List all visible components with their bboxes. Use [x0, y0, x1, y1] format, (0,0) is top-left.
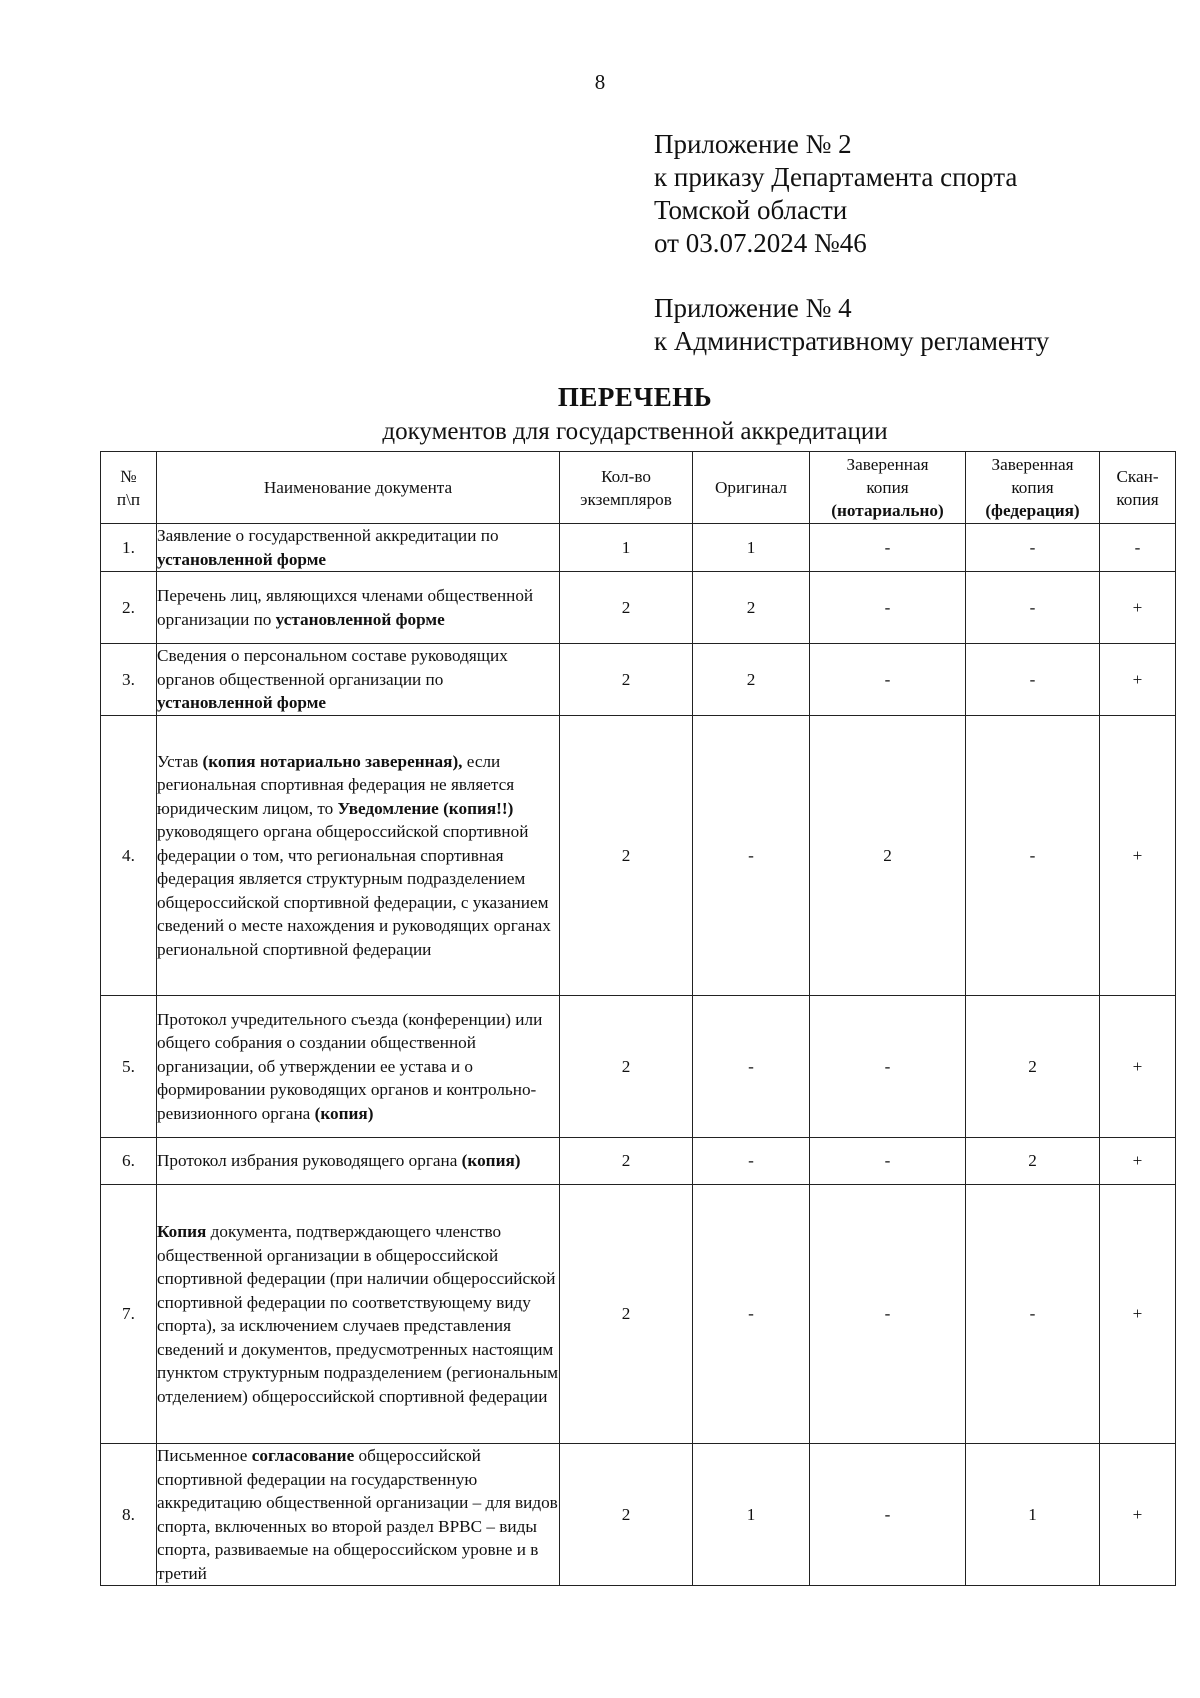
federation-copy-cell: 2	[966, 996, 1100, 1138]
row-number: 4.	[101, 716, 157, 996]
name-text: Письменное	[157, 1446, 252, 1465]
document-title: ПЕРЕЧЕНЬ	[557, 382, 713, 412]
original-cell: -	[693, 1185, 810, 1444]
header-num-line-2: п\п	[116, 489, 141, 509]
appendix-order-line-4: от 03.07.2024 №46	[654, 228, 867, 258]
header-name: Наименование документа	[157, 452, 560, 524]
table-row	[101, 716, 1176, 996]
federation-copy-cell: -	[966, 524, 1100, 572]
document-subtitle: документов для государственной аккредитации	[382, 418, 888, 445]
table-row	[101, 1444, 1176, 1586]
document-name	[157, 1444, 560, 1586]
name-text: Устав	[157, 751, 203, 771]
federation-copy-cell: -	[966, 644, 1100, 716]
header-num-line-1: №	[120, 466, 137, 486]
document-name	[157, 996, 560, 1138]
documents-table	[100, 451, 1176, 1586]
name-bold: (копия)	[461, 1151, 521, 1171]
table-row	[101, 1138, 1176, 1185]
scan-copy-cell: +	[1100, 1185, 1176, 1444]
notary-copy-cell: 2	[810, 716, 966, 996]
header-notary-line-1: Заверенная	[846, 455, 929, 474]
appendix-regulation-block	[654, 292, 1049, 358]
federation-copy-cell: -	[966, 716, 1100, 996]
original-cell: 1	[693, 1444, 810, 1586]
document-name	[157, 1138, 560, 1185]
name-text: Сведения о персональном составе руководящих органов общественной организации по	[157, 646, 508, 689]
scan-copy-cell: +	[1100, 1444, 1176, 1586]
copies-cell: 2	[560, 1444, 693, 1586]
original-cell: -	[693, 996, 810, 1138]
appendix-regulation-line-1: Приложение № 4	[654, 293, 852, 323]
header-notary-line-3: (нотариально)	[831, 501, 944, 520]
appendix-order-block	[654, 128, 1017, 260]
document-name	[157, 524, 560, 572]
table-row	[101, 1185, 1176, 1444]
row-number: 1.	[101, 524, 157, 572]
name-text: Заявление о государственной аккредитации по	[157, 526, 499, 545]
name-bold: (копия)	[314, 1103, 374, 1123]
header-num	[101, 452, 157, 524]
row-number: 6.	[101, 1138, 157, 1185]
scan-copy-cell: +	[1100, 1138, 1176, 1185]
federation-copy-cell: -	[966, 572, 1100, 644]
name-bold: Копия	[157, 1222, 207, 1241]
original-cell: -	[693, 716, 810, 996]
copies-cell: 2	[560, 996, 693, 1138]
header-scan-line-2: копия	[1116, 489, 1159, 509]
header-federation	[966, 452, 1100, 524]
notary-copy-cell: -	[810, 572, 966, 644]
row-number: 3.	[101, 644, 157, 716]
header-notary-line-2: копия	[866, 478, 909, 497]
copies-cell: 2	[560, 716, 693, 996]
header-scan-line-1: Скан-	[1116, 466, 1159, 486]
header-scan	[1100, 452, 1176, 524]
header-notary	[810, 452, 966, 524]
document-name	[157, 644, 560, 716]
copies-cell: 2	[560, 1138, 693, 1185]
appendix-order-line-1: Приложение № 2	[654, 129, 852, 159]
appendix-order-line-3: Томской области	[654, 195, 848, 225]
table-row	[101, 524, 1176, 572]
header-copies	[560, 452, 693, 524]
row-number: 5.	[101, 996, 157, 1138]
name-bold: установленной форме	[275, 609, 445, 629]
header-federation-line-2: копия	[1011, 478, 1054, 497]
original-cell: 2	[693, 572, 810, 644]
name-text: документа, подтверждающего членство общественной организации в общероссийской спортивной федерации (при наличии общероссийской спортивной федерации по соответствующему виду спорта), за исключением случаев представления сведений и документов, предусмотренных настоящим пунктом структурным подразделением (региональным отделением) общероссийской спортивной федерации	[157, 1222, 558, 1406]
document-name	[157, 1185, 560, 1444]
name-text: Перечень лиц, являющихся членами общественной организации по	[157, 586, 534, 629]
header-federation-line-3: (федерация)	[985, 501, 1080, 520]
notary-copy-cell: -	[810, 644, 966, 716]
federation-copy-cell: 1	[966, 1444, 1100, 1586]
name-text: Протокол избрания руководящего органа	[157, 1151, 462, 1171]
notary-copy-cell: -	[810, 996, 966, 1138]
row-number: 7.	[101, 1185, 157, 1444]
federation-copy-cell: -	[966, 1185, 1100, 1444]
appendix-order-line-2: к приказу Департамента спорта	[654, 162, 1018, 192]
table-header-row	[101, 452, 1176, 524]
document-name	[157, 716, 560, 996]
original-cell: -	[693, 1138, 810, 1185]
table-row	[101, 644, 1176, 716]
notary-copy-cell: -	[810, 524, 966, 572]
header-original: Оригинал	[693, 452, 810, 524]
page-number: 8	[594, 70, 606, 94]
name-bold: установленной форме	[157, 549, 327, 569]
row-number: 2.	[101, 572, 157, 644]
row-number: 8.	[101, 1444, 157, 1586]
header-federation-line-1: Заверенная	[991, 455, 1074, 474]
notary-copy-cell: -	[810, 1444, 966, 1586]
name-text: Протокол учредительного съезда (конференции) или общего собрания о создании общественной организации, об утверждении ее устава и о формировании руководящих органов и контрольно-ревизионного органа	[157, 1009, 543, 1123]
copies-cell: 2	[560, 1185, 693, 1444]
name-bold: (копия нотариально заверенная),	[202, 751, 463, 771]
name-text-2: общероссийской спортивной федерации на государственную аккредитацию общественной организации – для видов спорта, включенных во второй раздел ВРВС – виды спорта, развиваемые на общероссийском уровне и в третий	[157, 1446, 558, 1583]
copies-cell: 2	[560, 572, 693, 644]
scan-copy-cell: +	[1100, 572, 1176, 644]
scan-copy-cell: +	[1100, 996, 1176, 1138]
name-text-2: если региональная спортивная федерация не является юридическим лицом, то	[157, 751, 515, 818]
header-copies-line-1: Кол-во	[601, 466, 651, 486]
copies-cell: 1	[560, 524, 693, 572]
table-row	[101, 996, 1176, 1138]
original-cell: 2	[693, 644, 810, 716]
appendix-regulation-line-2: к Административному регламенту	[654, 326, 1050, 356]
name-bold-2: Уведомление (копия!!)	[337, 798, 514, 818]
name-bold: установленной форме	[157, 693, 327, 713]
copies-cell: 2	[560, 644, 693, 716]
name-text-3: руководящего органа общероссийской спортивной федерации о том, что региональная спортивная федерация является структурным подразделением общероссийской спортивной федерации, с указанием сведений о месте нахождения и руководящих органах региональной спортивной федерации	[157, 822, 551, 959]
scan-copy-cell: +	[1100, 716, 1176, 996]
header-copies-line-2: экземпляров	[580, 489, 672, 509]
name-bold: согласование	[251, 1446, 355, 1465]
federation-copy-cell: 2	[966, 1138, 1100, 1185]
table-row	[101, 572, 1176, 644]
scan-copy-cell: -	[1100, 524, 1176, 572]
original-cell: 1	[693, 524, 810, 572]
notary-copy-cell: -	[810, 1138, 966, 1185]
notary-copy-cell: -	[810, 1185, 966, 1444]
scan-copy-cell: +	[1100, 644, 1176, 716]
document-name	[157, 572, 560, 644]
